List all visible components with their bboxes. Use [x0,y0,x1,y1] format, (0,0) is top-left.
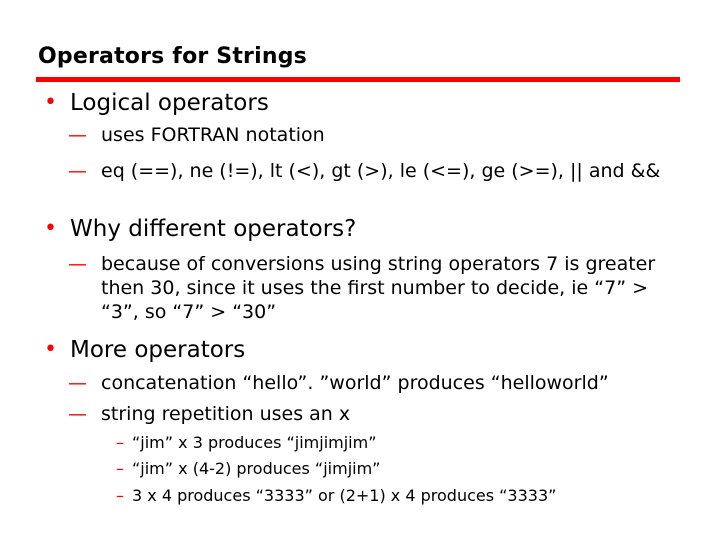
sub-sub-item-text: “jim” x (4-2) produces “jimjim” [132,459,381,478]
sub-sub-item-text: 3 x 4 produces “3333” or (2+1) x 4 produces “3333” [132,486,557,505]
sub-item-text: string repetition uses an x [101,403,351,425]
title-underline [36,77,680,82]
dash-icon: — [68,160,87,182]
bullet-text: Why different operators? [70,216,357,242]
sub-item-text: concatenation “hello”. ”world” produces “helloworld” [101,372,609,394]
dash-icon: – [116,433,124,452]
bullet-icon: • [44,216,57,241]
bullet-text: Logical operators [70,90,269,116]
dash-icon: — [68,403,87,425]
bullet-text: More operators [70,337,246,363]
sub-item-text: uses FORTRAN notation [101,124,325,146]
bullet-icon: • [44,337,57,362]
sub-item-text: because of conversions using string operators 7 is greater then 30, since it uses the first number to decide, ie “7” > “3”, so “7” > “30” [101,253,656,323]
dash-icon: — [68,372,87,394]
slide-title: Operators for Strings [38,44,307,69]
dash-icon: — [68,124,87,146]
sub-sub-item-text: “jim” x 3 produces “jimjimjim” [132,433,377,452]
dash-icon: – [116,459,124,478]
dash-icon: – [116,486,124,505]
dash-icon: — [68,253,87,275]
bullet-icon: • [44,90,57,115]
sub-item-text: eq (==), ne (!=), lt (<), gt (>), le (<=), ge (>=), || and && [101,160,661,182]
